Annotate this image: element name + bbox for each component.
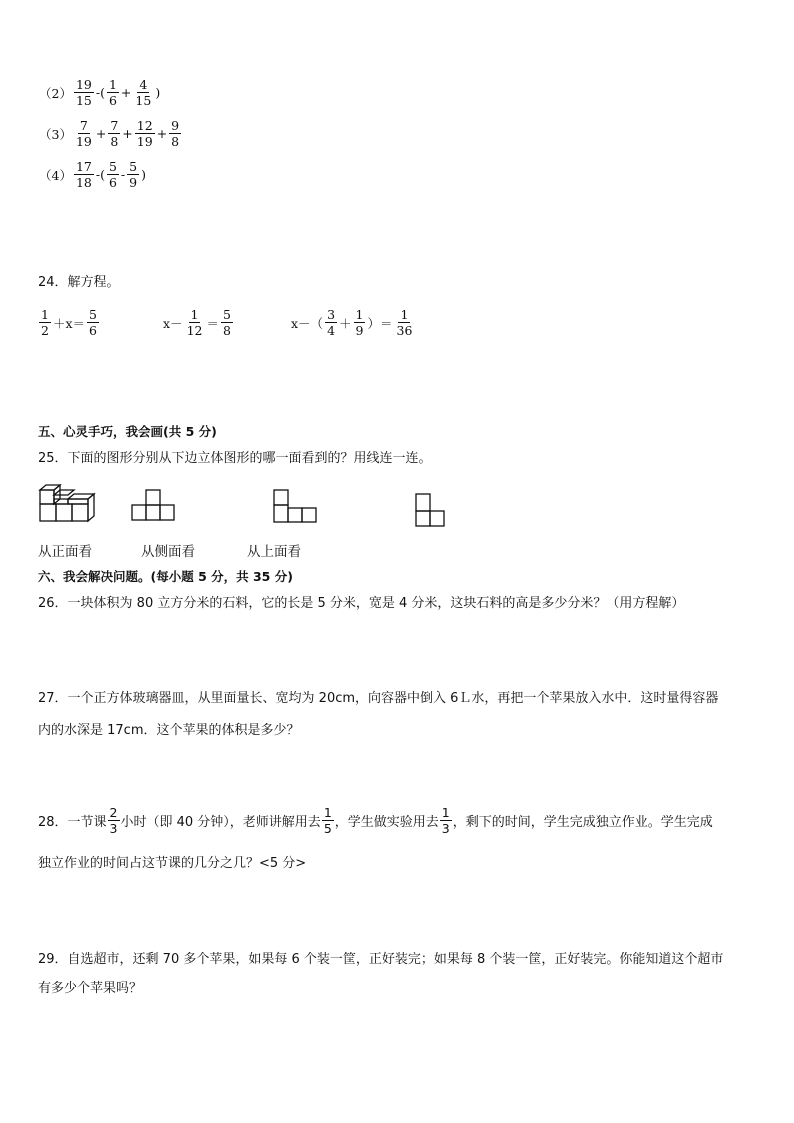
expr-2: （2） $\frac{19}{15}$ -( $\frac{1}{6}$ + $\frac{4}{15}$ ) (39, 77, 161, 109)
fraction: $\frac{1}{36}$ (396, 307, 413, 339)
section5-heading: 五、心灵手巧，我会画(共 5 分) (38, 424, 217, 439)
fraction: $\frac{1}{5}$ (323, 805, 332, 837)
fraction: $\frac{5}{6}$ (89, 307, 97, 339)
q29-line2: 有多少个苹果吗？ (38, 981, 143, 996)
q24-title: 24．解方程。 (38, 275, 120, 290)
fraction: $\frac{5}{9}$ (129, 159, 138, 191)
item-label: （4） (39, 167, 72, 183)
fraction: $\frac{9}{8}$ (171, 118, 180, 150)
q29-line1: 29．自选超市，还剩 70 多个苹果，如果每 6 个装一筐，正好装完；如果每 8 个装一筐，正好装完。你能知道这个超市 (38, 952, 724, 967)
expr-4: （4） $\frac{17}{18}$ -( $\frac{5}{6}$ - $\frac{5}{9}$ ) (39, 159, 146, 191)
q25-text: 25．下面的图形分别从下边立体图形的哪一面看到的？用线连一连。 (38, 451, 432, 466)
fraction: $\frac{1}{2}$ (41, 307, 49, 339)
q26-text: 26．一块体积为 80 立方分米的石料，它的长是 5 分米，宽是 4 分米，这块石料的高是多少分米？（用方程解） (38, 596, 685, 611)
item-label: （3） (39, 126, 72, 142)
fraction: $\frac{5}{8}$ (222, 307, 231, 339)
fraction: $\frac{1}{3}$ (441, 805, 450, 837)
fraction: $\frac{1}{12}$ (186, 307, 203, 339)
section6-heading: 六、我会解决问题。(每小题 5 分，共 35 分) (38, 569, 293, 584)
fraction: $\frac{1}{9}$ (355, 307, 364, 339)
fraction: $\frac{4}{15}$ (135, 77, 152, 109)
q28-line2: 独立作业的时间占这节课的几分之几？<5 分> (38, 856, 307, 871)
item-label: （2） (39, 85, 72, 101)
equation-2: x－ $\frac{1}{12}$ ＝ $\frac{5}{8}$ (163, 307, 231, 339)
fraction: $\frac{7}{19}$ (75, 118, 92, 150)
fraction: $\frac{7}{8}$ (110, 118, 119, 150)
equation-3: x－（ $\frac{3}{4}$ ＋ $\frac{1}{9}$ ）＝ $\frac{1}{36}$ (291, 307, 413, 339)
q27-line2: 内的水深是 17cm．这个苹果的体积是多少？ (38, 723, 300, 738)
view-shape-2 (272, 488, 322, 526)
label-front-view: 从正面看 (38, 544, 92, 560)
q27-line1: 27．一个正方体玻璃器皿，从里面量长、宽均为 20cm，向容器中倒入 6Ｌ水，再把一个苹果放入水中．这时量得容器 (38, 691, 719, 706)
fraction: $\frac{1}{6}$ (108, 77, 117, 109)
fraction: $\frac{3}{4}$ (327, 307, 336, 339)
view-shape-1 (130, 488, 178, 526)
fraction: $\frac{5}{6}$ (108, 159, 117, 191)
fraction: $\frac{17}{18}$ (75, 159, 92, 191)
fraction: $\frac{12}{19}$ (136, 118, 153, 150)
q28-line1: 28．一节课 $\frac{2}{3}$ 小时（即 40 分钟），老师讲解用去 $\frac{1}{5}$ ，学生做实验用去 $\frac{1}{3}$ ，剩下的时间，学生完成独立作业。学生完成 (38, 805, 713, 837)
expr-3: （3） $\frac{7}{19}$ + $\frac{7}{8}$ + $\frac{12}{19}$ + $\frac{9}{8}$ (39, 118, 180, 150)
label-top-view: 从上面看 (247, 544, 301, 560)
view-shape-3 (414, 492, 450, 530)
label-side-view: 从侧面看 (141, 544, 195, 560)
fraction: $\frac{2}{3}$ (109, 805, 118, 837)
solid-figure (38, 484, 100, 524)
fraction: $\frac{19}{15}$ (75, 77, 92, 109)
equation-1: $\frac{1}{2}$ ＋x＝ $\frac{5}{6}$ (41, 307, 97, 339)
